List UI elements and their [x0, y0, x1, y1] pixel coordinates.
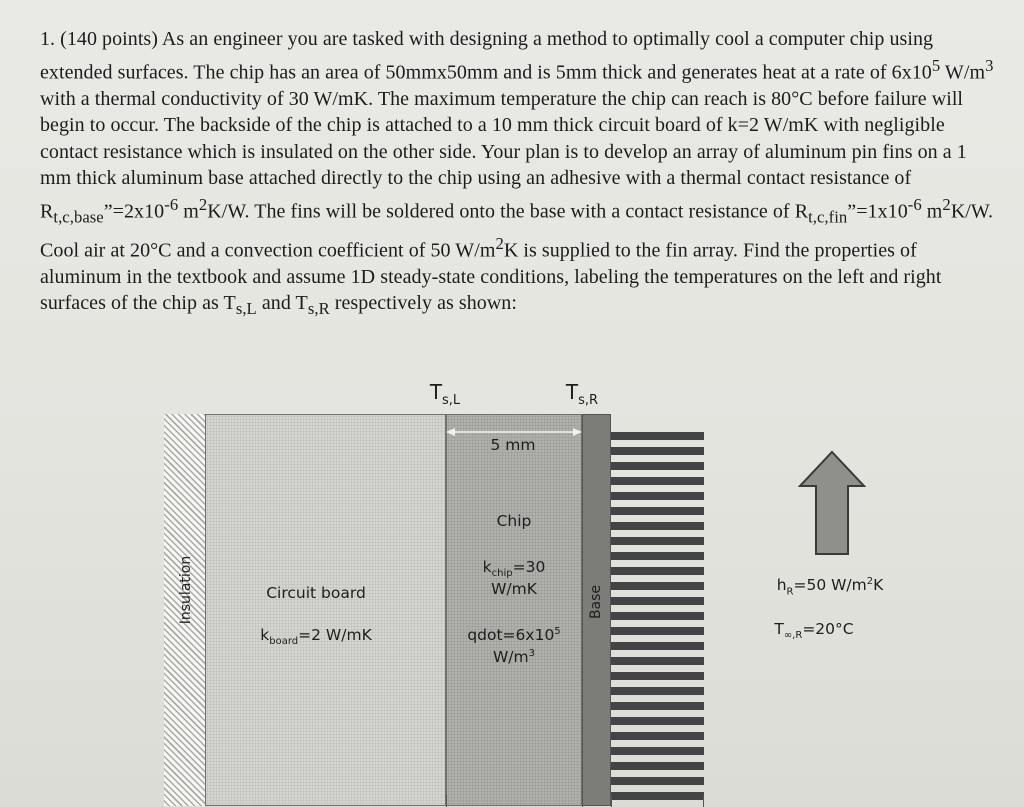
- chip-thickness-label: 5 mm: [490, 436, 536, 454]
- k-chip-label: $k_{chip}=30$: [482, 558, 546, 580]
- ts-l-label: $T_{s,L}$: [429, 380, 461, 408]
- pin-fin-array: [611, 432, 704, 804]
- tick-mark: [582, 795, 583, 807]
- problem-statement: 1. (140 points) As an engineer you are tasked with designing a method to optimally cool a computer chip using extended surfaces. The chip has an area of 50mmx50mm and is 5mm thick and generates heat at a rate of $6x10^5$ $W/m^3$ with a thermal conductivity of 30 W/mK. The maximum temperature the chip can reach is 80°C before failure will begin to occur. The backside of the chip is attached to a 10 mm thick circuit board of k=2 W/mK with negligible contact resistance which is insulated on the other side. Your plan is to develop an array of aluminum pin fins on a 1 mm thick aluminum base attached directly to the chip using an adhesive with a thermal contact resistance of $R_{t,c,base}”=2x10^{-6}$ $m^2K/W$. The fins will be soldered onto the base with a contact resistance of $R_{t,c,fin}”=1x10^{-6}$ $m^2K/W$. Cool air at 20°C and a convection coefficient of 50 $W/m^2K$ is supplied to the fin array. Find the properties of aluminum in the textbook and assume 1D steady-state conditions, labeling the temperatures on the left and right surfaces of the chip as $T_{s,L}$ and $T_{s,R}$ respectively as shown:: [40, 28, 994, 319]
- qdot-label: $qdot=6x10^5$: [467, 626, 561, 645]
- circuit-board: [205, 414, 446, 806]
- tick-mark: [611, 795, 612, 807]
- chip: [446, 414, 582, 806]
- t-infinity-label: $T_{\infty,R}=20^\circ C$: [774, 620, 854, 642]
- k-board-label: $k_{board}=2$ W/mK: [260, 626, 372, 648]
- k-chip-unit: W/mK: [491, 580, 537, 598]
- tick-mark: [703, 795, 704, 807]
- base-label: Base: [588, 584, 604, 620]
- chip-label: Chip: [496, 512, 532, 530]
- airflow-up-arrow-icon: [798, 450, 866, 556]
- qdot-unit: $W/m^3$: [492, 648, 536, 667]
- circuit-board-label: Circuit board: [266, 584, 366, 602]
- tick-mark: [446, 795, 447, 807]
- insulation-label: Insulation: [178, 555, 194, 625]
- ts-r-label: $T_{s,R}$: [565, 380, 599, 408]
- h-convection-label: $h_R=50$ $W/m^2K$: [776, 576, 884, 598]
